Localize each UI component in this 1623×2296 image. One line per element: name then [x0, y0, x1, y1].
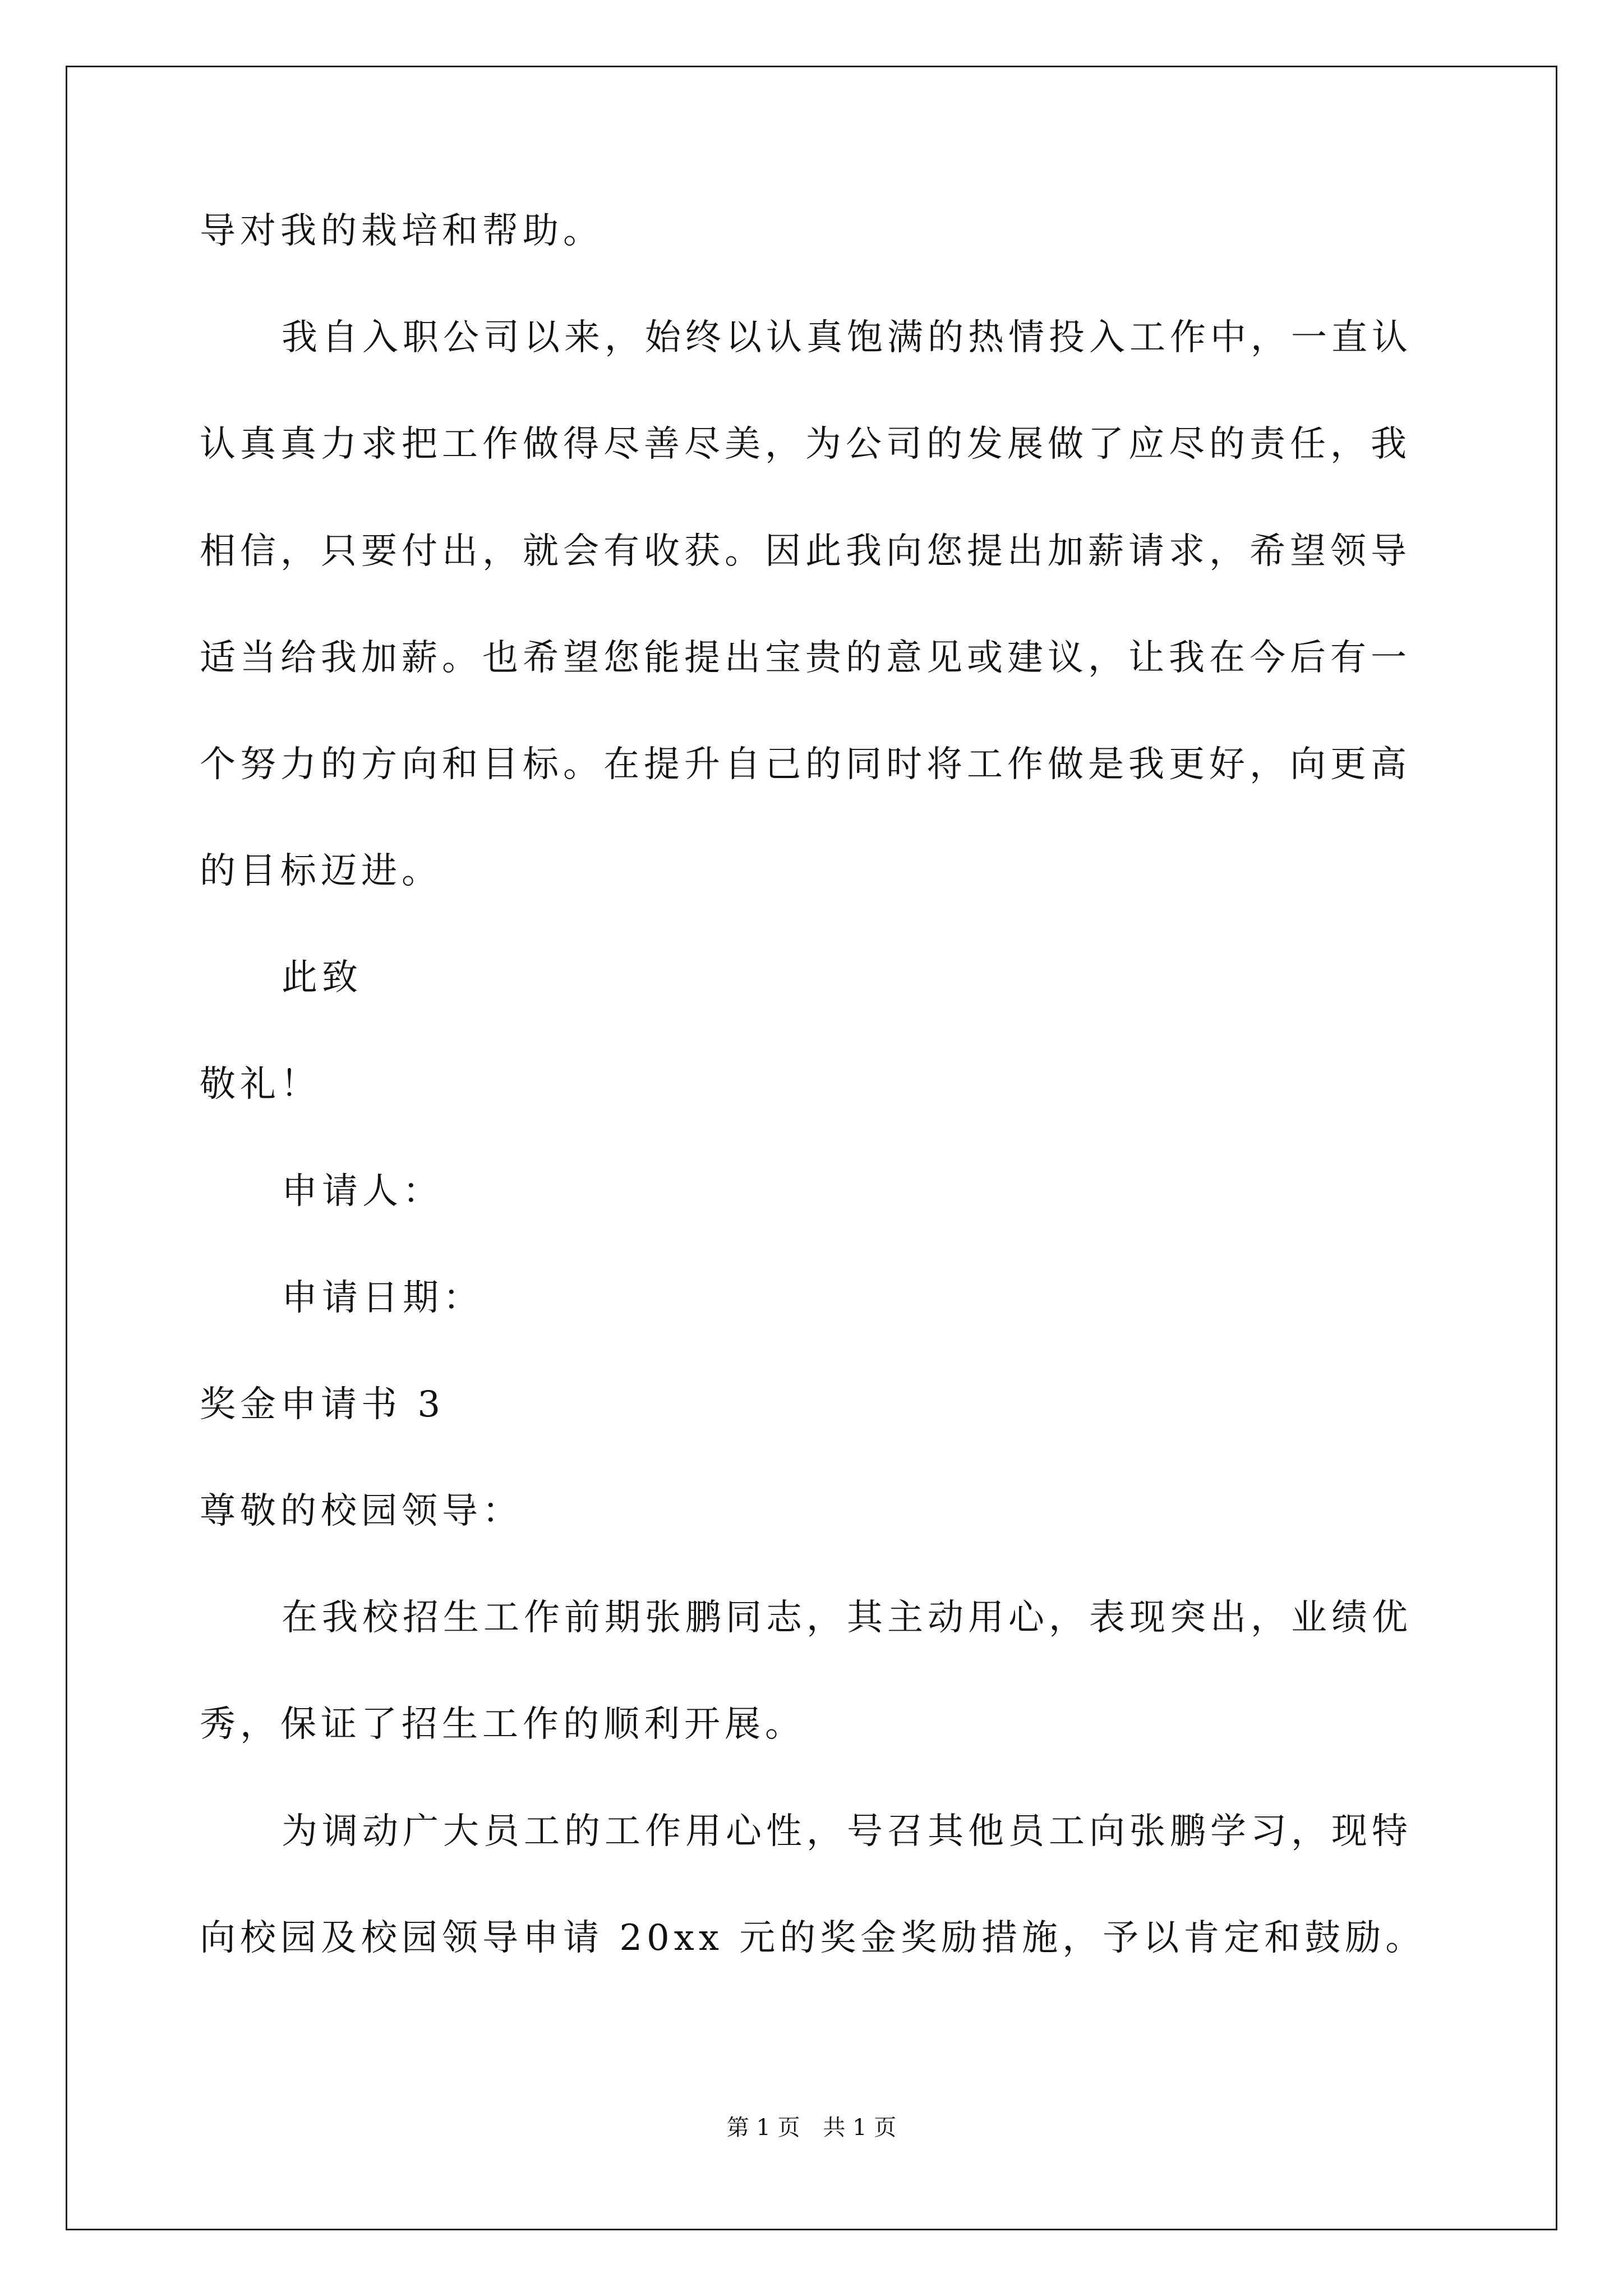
page-footer [0, 2114, 1623, 2142]
closing-regards: 敬礼！ [200, 1064, 321, 1105]
paragraph-line: 向校园及校园领导申请 20xx 元的奖金奖励措施，予以肯定和鼓励。 [200, 1917, 1426, 1959]
page-number: 第 1 页 [726, 2115, 800, 2141]
applicant-label: 申请人： [282, 1171, 443, 1212]
paragraph-line: 在我校招生工作前期张鹏同志，其主动用心，表现突出，业绩优 [282, 1597, 1412, 1639]
paragraph-line: 我自入职公司以来，始终以认真饱满的热情投入工作中，一直认 [282, 317, 1412, 358]
section-title: 奖金申请书 3 [200, 1384, 445, 1425]
paragraph-line: 适当给我加薪。也希望您能提出宝贵的意见或建议，让我在今后有一 [200, 637, 1411, 679]
paragraph-line: 认真真力求把工作做得尽善尽美，为公司的发展做了应尽的责任，我 [200, 424, 1411, 465]
greeting: 尊敬的校园领导： [200, 1490, 523, 1532]
page-border [66, 66, 1557, 2230]
paragraph-line: 为调动广大员工的工作用心性，号召其他员工向张鹏学习，现特 [282, 1811, 1412, 1852]
paragraph-line: 导对我的栽培和帮助。 [200, 210, 603, 252]
paragraph-line: 秀，保证了招生工作的顺利开展。 [200, 1704, 805, 1745]
closing-salutation: 此致 [282, 957, 362, 999]
paragraph-line: 个努力的方向和目标。在提升自己的同时将工作做是我更好，向更高 [200, 744, 1411, 785]
page-total: 共 1 页 [823, 2115, 897, 2141]
paragraph-line: 相信，只要付出，就会有收获。因此我向您提出加薪请求，希望领导 [200, 531, 1411, 572]
paragraph-line: 的目标迈进。 [200, 850, 442, 892]
application-date-label: 申请日期： [282, 1277, 483, 1319]
